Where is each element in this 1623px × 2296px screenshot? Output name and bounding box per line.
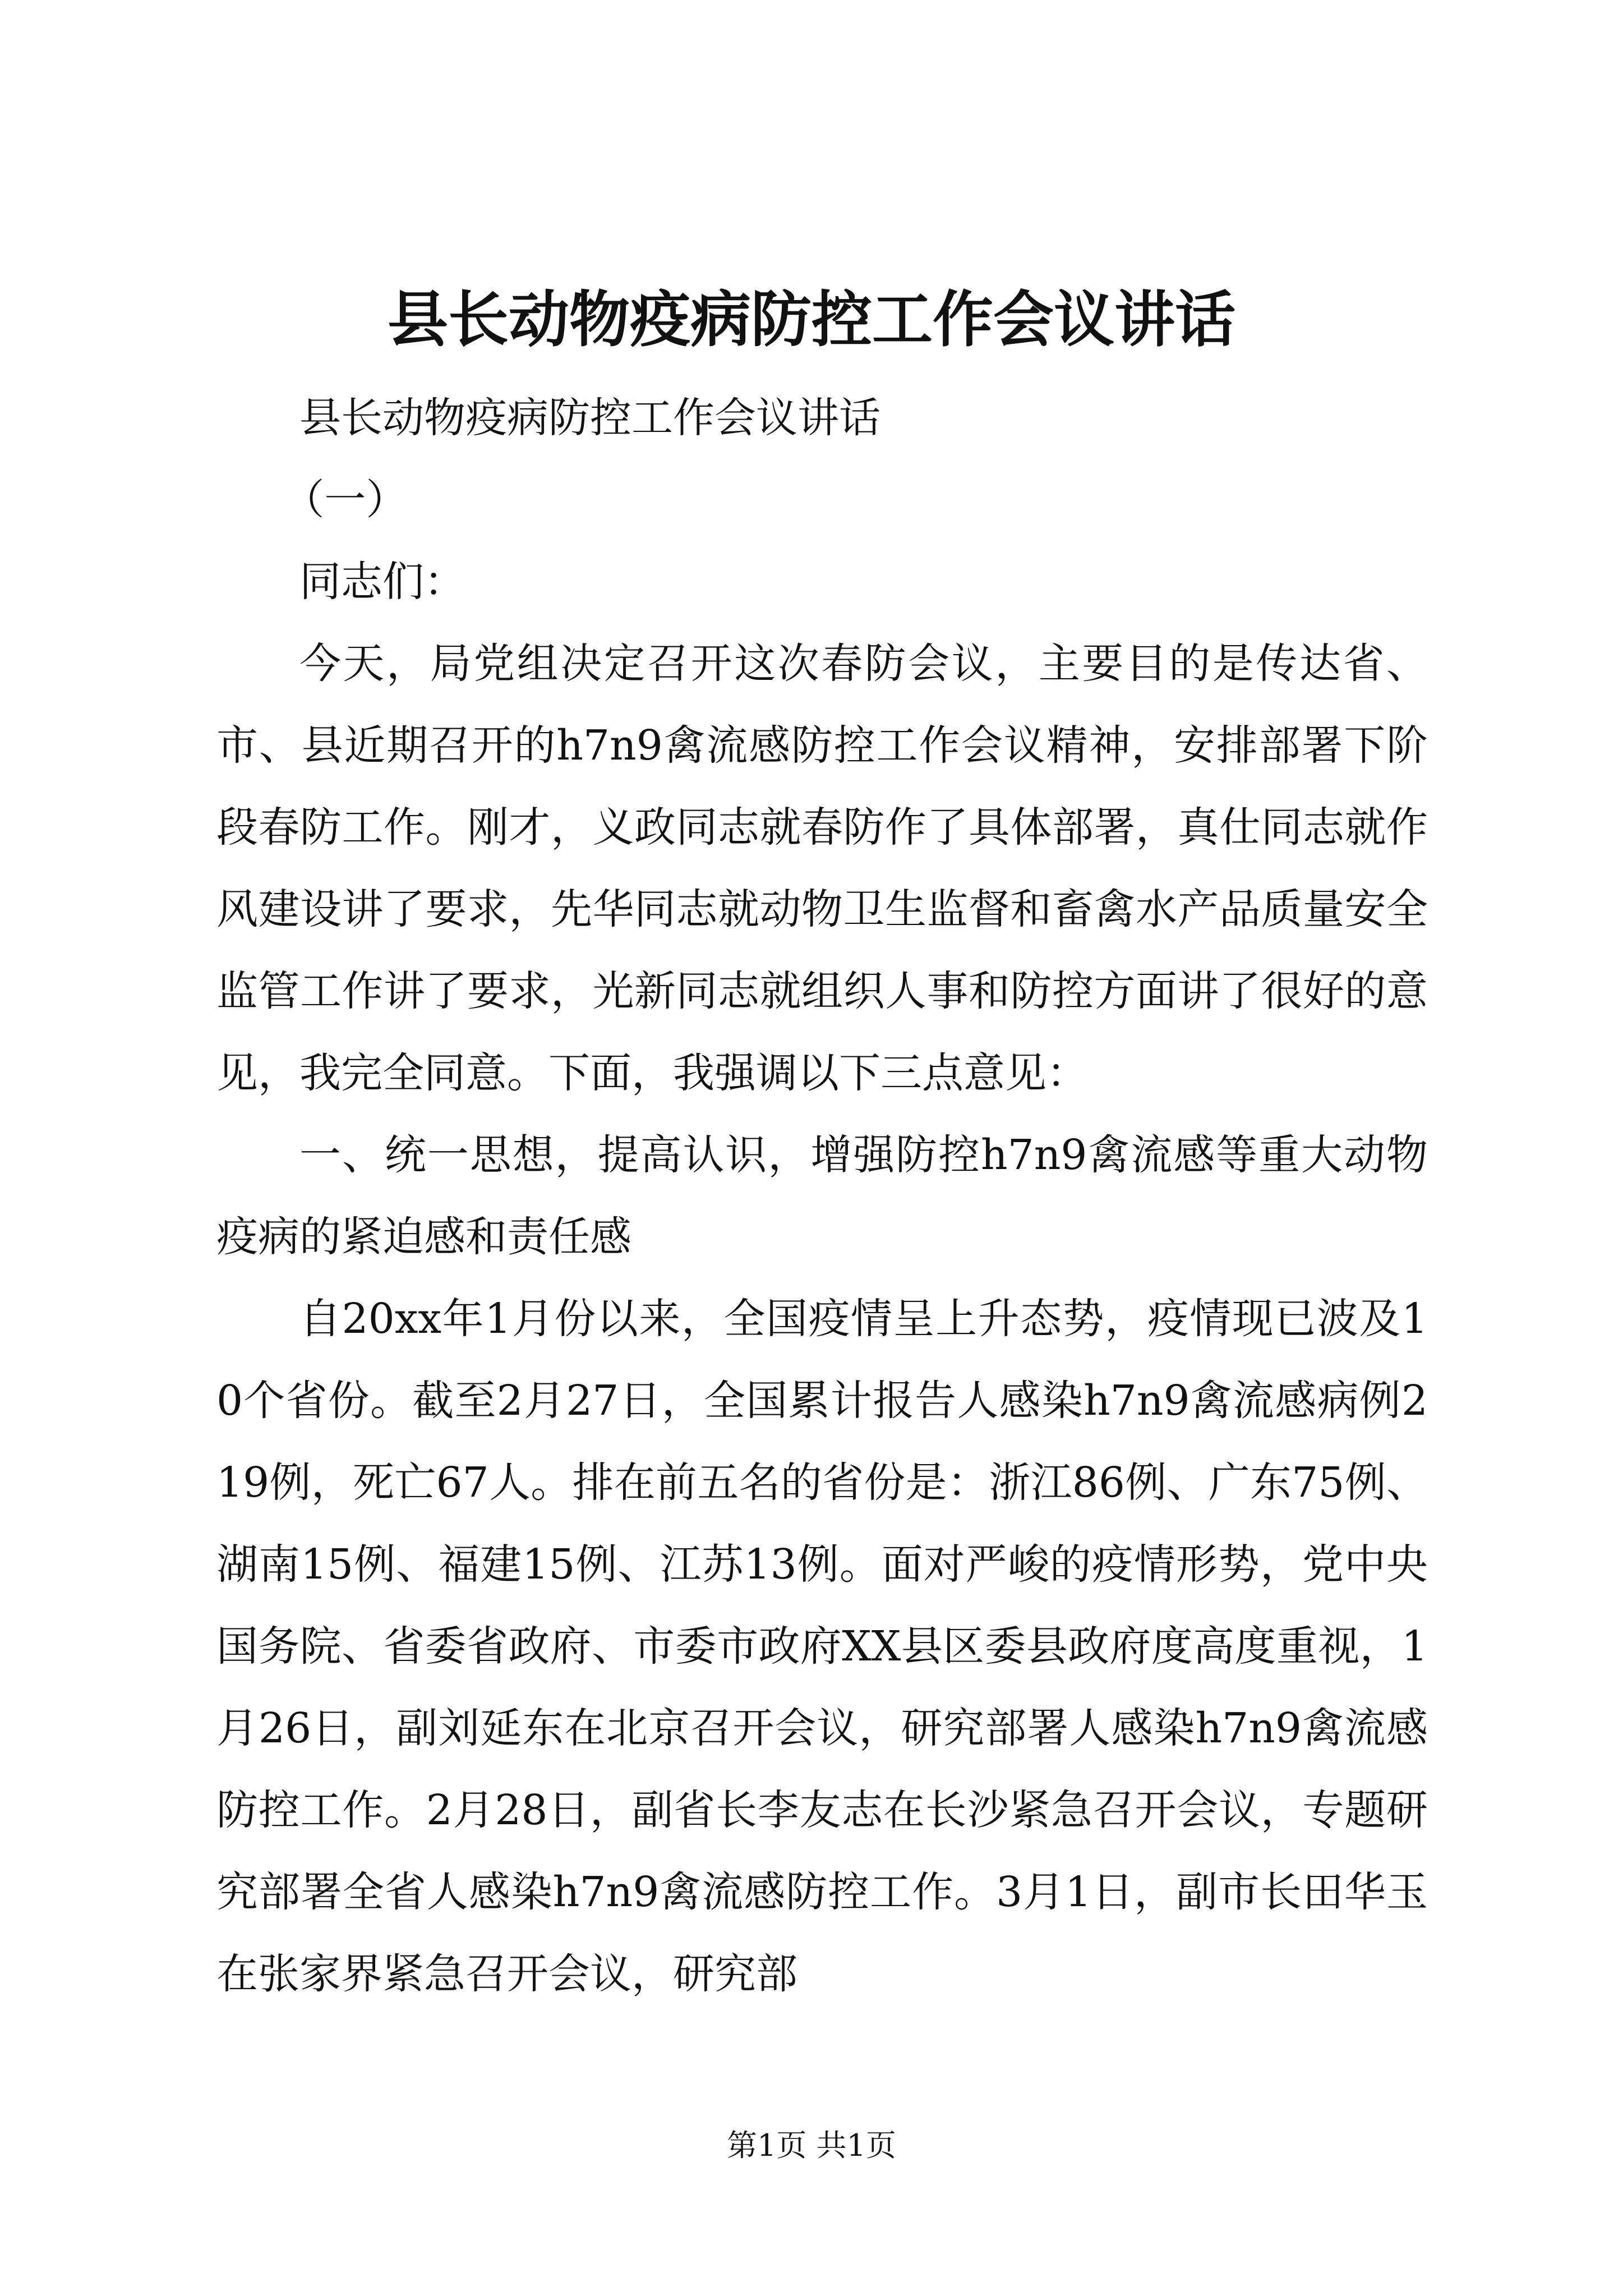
document-title: 县长动物疫病防控工作会议讲话 <box>387 284 1235 355</box>
section-number-paragraph: （一） <box>283 476 408 524</box>
subtitle-paragraph: 县长动物疫病防控工作会议讲话 <box>299 394 880 442</box>
page-footer: 第1页 共1页 <box>727 2128 896 2163</box>
section-heading-paragraph: 一、统一思想，提高认识，增强防控h7n9禽流感等重大动物疫病的紧迫感和责任感 <box>216 1131 1428 1261</box>
document-body <box>216 377 1428 2015</box>
salutation-paragraph: 同志们： <box>299 558 465 606</box>
body-paragraph: 自20xx年1月份以来，全国疫情呈上升态势，疫情现已波及10个省份。截至2月27日，全国累计报告人感染h7n9禽流感病例219例，死亡67人。排在前五名的省份是：浙江86例、广东75例、湖南15例、福建15例、江苏13例。面对严峻的疫情形势，党中央国务院、省委省政府、市委市政府XX县区委县政府度高度重视，1月26日，副刘延东在北京召开会议，研究部署人感染h7n9禽流感防控工作。2月28日，副省长李友志在长沙紧急召开会议，专题研究部署全省人感染h7n9禽流感防控工作。3月1日，副市长田华玉在张家界紧急召开会议，研究部 <box>216 1295 1428 1998</box>
body-paragraph: 今天，局党组决定召开这次春防会议，主要目的是传达省、市、县近期召开的h7n9禽流感防控工作会议精神，安排部署下阶段春防工作。刚才，义政同志就春防作了具体部署，真仕同志就作风建设讲了要求，先华同志就动物卫生监督和畜禽水产品质量安全监管工作讲了要求，光新同志就组织人事和防控方面讲了很好的意见，我完全同意。下面，我强调以下三点意见： <box>216 639 1428 1097</box>
